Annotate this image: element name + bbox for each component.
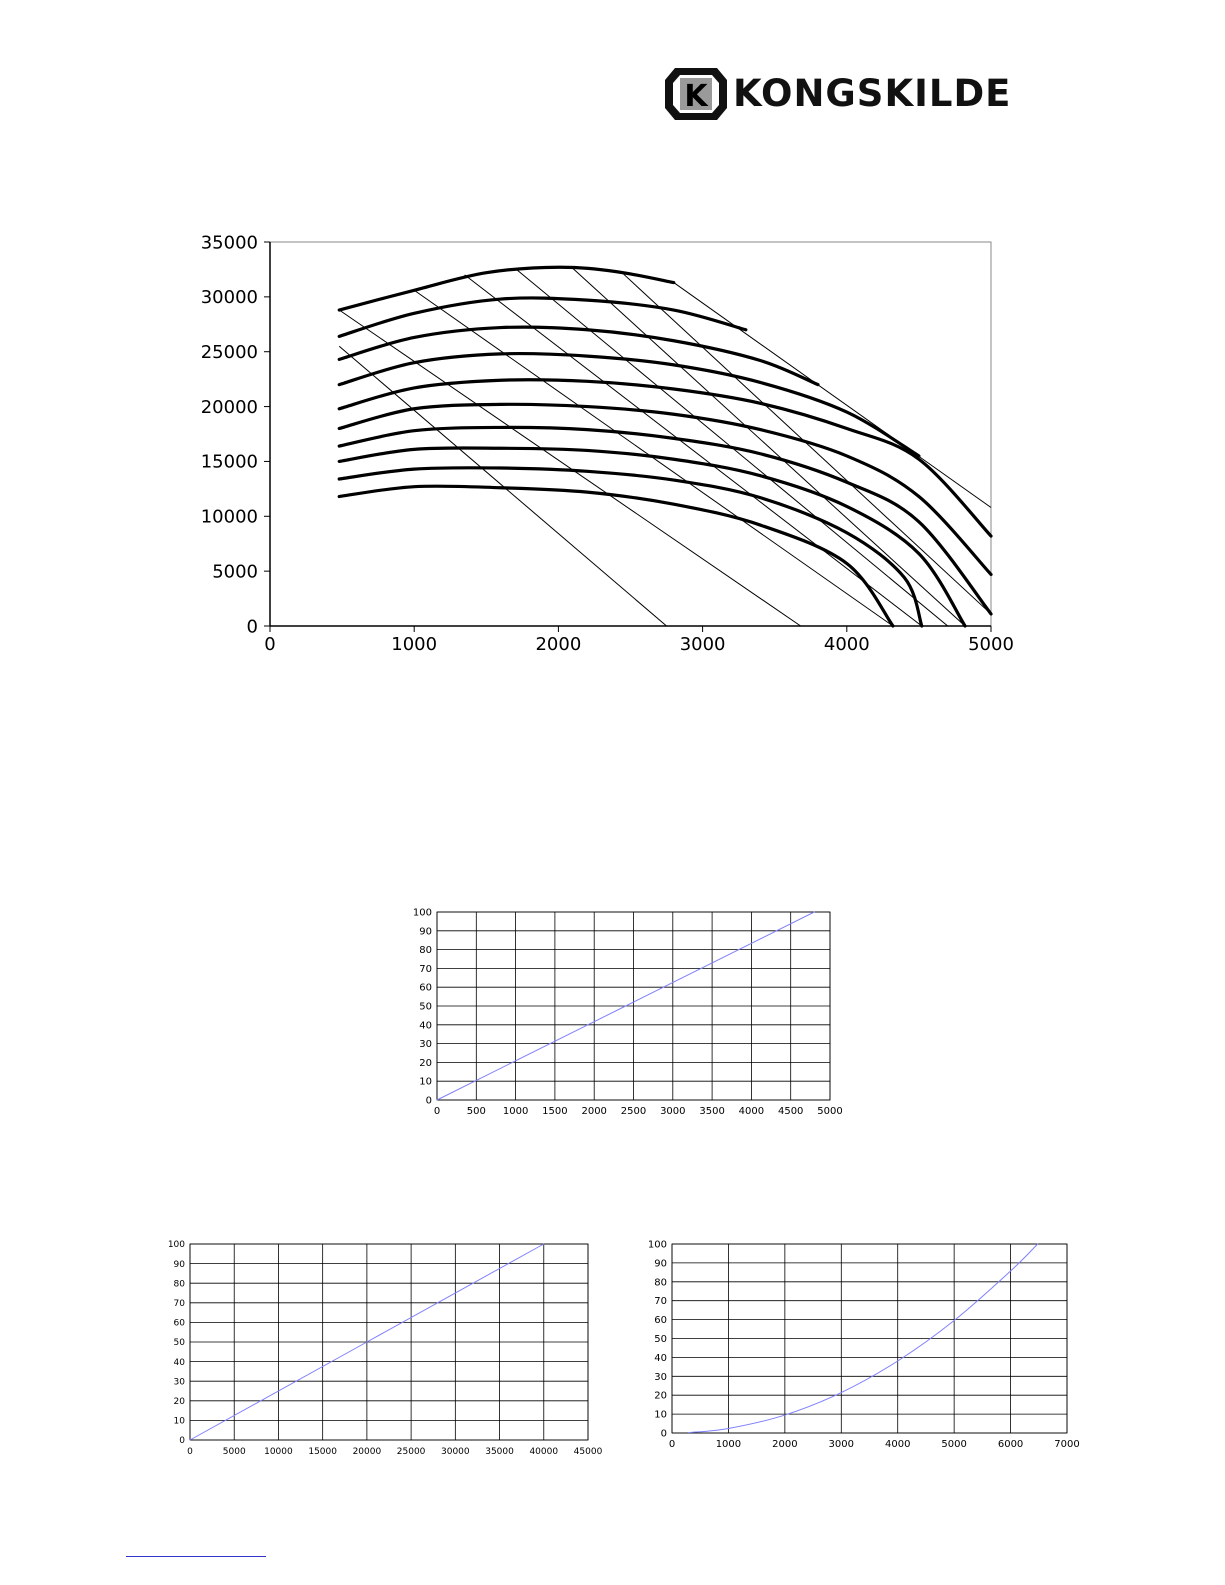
y-tick-label: 60 <box>654 1315 667 1327</box>
y-tick-label: 80 <box>419 945 432 957</box>
x-tick-label: 3500 <box>699 1106 725 1117</box>
x-tick-label: 2000 <box>581 1106 607 1117</box>
x-tick-label: 4000 <box>738 1106 765 1117</box>
x-tick-label: 5000 <box>968 634 1014 655</box>
y-tick-label: 50 <box>419 1001 432 1013</box>
x-tick-label: 5000 <box>941 1439 967 1450</box>
x-tick-label: 3000 <box>828 1439 855 1450</box>
y-tick-label: 60 <box>419 982 432 994</box>
y-tick-label: 70 <box>654 1296 667 1308</box>
x-tick-label: 1000 <box>391 634 438 655</box>
y-tick-label: 30 <box>654 1371 667 1383</box>
x-tick-label: 35000 <box>485 1447 514 1457</box>
x-tick-label: 4000 <box>884 1439 911 1450</box>
series-line-8 <box>339 448 965 626</box>
x-tick-label: 2000 <box>535 634 582 655</box>
y-tick-label: 60 <box>173 1318 185 1329</box>
series-line-10 <box>339 486 893 626</box>
y-tick-label: 40 <box>654 1352 667 1364</box>
x-tick-label: 20000 <box>352 1447 382 1457</box>
y-tick-label: 40 <box>419 1020 432 1032</box>
y-tick-label: 30000 <box>200 287 258 309</box>
x-tick-label: 30000 <box>441 1447 470 1457</box>
linear-chart-middle <box>395 900 855 1130</box>
y-tick-label: 90 <box>654 1258 667 1270</box>
x-tick-label: 7000 <box>1054 1439 1080 1450</box>
y-tick-label: 20 <box>173 1396 185 1407</box>
y-tick-label: 70 <box>173 1298 185 1309</box>
x-tick-label: 4500 <box>777 1106 804 1117</box>
x-tick-label: 45000 <box>573 1447 603 1457</box>
x-tick-label: 1000 <box>715 1439 742 1450</box>
y-tick-label: 0 <box>179 1436 185 1447</box>
x-tick-label: 0 <box>433 1106 441 1117</box>
y-tick-label: 90 <box>173 1259 185 1270</box>
y-tick-label: 30 <box>173 1377 185 1388</box>
y-tick-label: 20000 <box>200 396 258 418</box>
y-tick-label: 0 <box>425 1095 432 1107</box>
y-tick-label: 40 <box>173 1357 185 1368</box>
y-tick-label: 10 <box>173 1416 185 1427</box>
x-tick-label: 0 <box>668 1439 676 1450</box>
y-tick-label: 80 <box>173 1279 185 1290</box>
x-tick-label: 5000 <box>817 1106 843 1117</box>
series-line-7 <box>339 427 991 614</box>
logo-mark-letter: K <box>684 79 708 114</box>
y-tick-label: 100 <box>647 1239 667 1251</box>
logo-mark-icon <box>663 66 729 122</box>
x-tick-label: 0 <box>187 1447 193 1457</box>
y-tick-label: 90 <box>419 926 432 938</box>
operating-line <box>623 274 991 614</box>
y-tick-label: 10000 <box>200 506 258 528</box>
y-tick-label: 30 <box>419 1039 432 1051</box>
y-tick-label: 50 <box>173 1338 185 1349</box>
y-tick-label: 100 <box>167 1240 185 1251</box>
y-tick-label: 100 <box>412 907 432 919</box>
y-tick-label: 70 <box>419 963 432 975</box>
x-tick-label: 6000 <box>997 1439 1024 1450</box>
x-tick-label: 4000 <box>823 634 870 655</box>
x-tick-label: 25000 <box>396 1447 426 1457</box>
footer-rule <box>126 1556 266 1557</box>
operating-line <box>339 346 666 626</box>
x-tick-label: 40000 <box>529 1447 559 1457</box>
y-tick-label: 20 <box>419 1057 432 1069</box>
linear-chart-bottom-left <box>150 1235 610 1465</box>
x-tick-label: 10000 <box>264 1447 293 1457</box>
y-tick-label: 50 <box>654 1334 667 1345</box>
y-tick-label: 35000 <box>200 232 258 254</box>
y-tick-label: 10 <box>654 1409 667 1421</box>
y-tick-label: 0 <box>660 1428 667 1440</box>
y-tick-label: 5000 <box>212 561 258 583</box>
x-tick-label: 1000 <box>502 1106 529 1117</box>
x-tick-label: 3000 <box>660 1106 686 1117</box>
x-tick-label: 2500 <box>620 1106 647 1117</box>
x-tick-label: 5000 <box>222 1447 246 1457</box>
x-tick-label: 500 <box>466 1106 486 1117</box>
x-tick-label: 15000 <box>308 1447 337 1457</box>
kongskilde-logo <box>663 66 1093 122</box>
series-line-9 <box>339 468 922 626</box>
x-tick-label: 3000 <box>679 634 726 655</box>
y-tick-label: 20 <box>654 1390 667 1402</box>
y-tick-label: 0 <box>246 616 258 638</box>
y-tick-label: 15000 <box>200 451 258 473</box>
x-tick-label: 2000 <box>772 1439 798 1450</box>
y-tick-label: 10 <box>419 1076 432 1088</box>
x-tick-label: 0 <box>264 634 276 655</box>
y-tick-label: 80 <box>654 1277 667 1289</box>
curve-chart-bottom-right <box>630 1235 1090 1465</box>
x-tick-label: 1500 <box>542 1106 568 1117</box>
y-tick-label: 25000 <box>200 342 258 364</box>
logo-wordmark: KONGSKILDE <box>733 72 1012 115</box>
main-performance-chart <box>180 228 1020 678</box>
